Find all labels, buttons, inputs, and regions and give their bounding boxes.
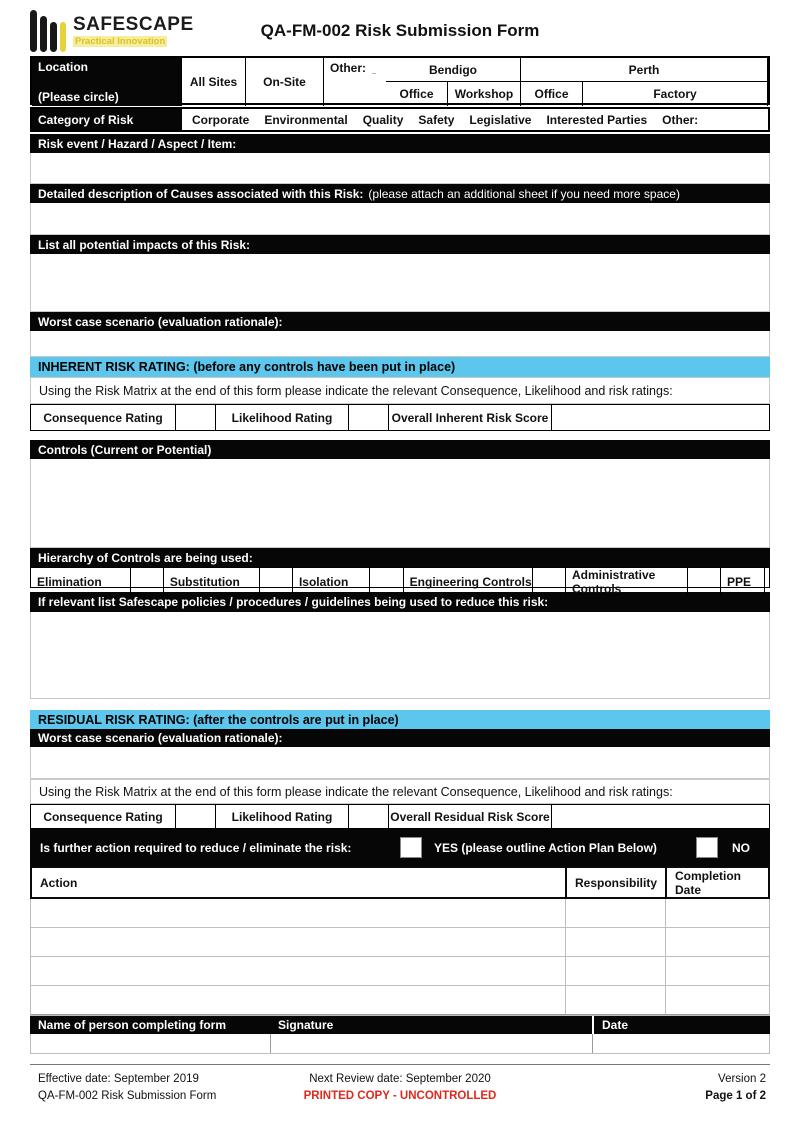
- signoff-row: [30, 1034, 770, 1054]
- location-other-input-line[interactable]: [372, 61, 376, 74]
- printed-copy-notice: PRINTED COPY - UNCONTROLLED: [303, 1089, 497, 1102]
- category-options: [182, 109, 768, 130]
- controls-input[interactable]: [30, 459, 770, 548]
- location-option-bendigo-office[interactable]: Office: [386, 82, 448, 106]
- logo-tagline: Practical Innovation: [75, 35, 166, 47]
- controls-header: Controls (Current or Potential): [30, 440, 770, 459]
- hierarchy-elimination-label: Elimination: [31, 568, 131, 596]
- risk-event-input[interactable]: [30, 153, 770, 184]
- category-option-environmental[interactable]: Environmental: [264, 112, 348, 127]
- yes-checkbox[interactable]: [400, 837, 422, 858]
- completion-date-cell[interactable]: [666, 899, 769, 927]
- completion-date-column-header: Completion Date: [675, 868, 741, 897]
- residual-worst-case-input[interactable]: [30, 747, 770, 779]
- hierarchy-engineering-label: Engineering Controls: [404, 568, 533, 596]
- effective-date: Effective date: September 2019: [38, 1072, 199, 1085]
- location-option-bendigo-workshop[interactable]: Workshop: [448, 82, 521, 106]
- inherent-overall-value-cell[interactable]: [552, 405, 769, 430]
- action-column-header: Action: [32, 868, 567, 897]
- action-cell[interactable]: [31, 957, 566, 985]
- completion-date-cell[interactable]: [666, 928, 769, 956]
- hierarchy-engineering-checkbox-cell[interactable]: [533, 568, 566, 596]
- inherent-rating-row: [30, 404, 770, 431]
- residual-rating-row: [30, 804, 770, 829]
- action-cell[interactable]: [31, 986, 566, 1014]
- logo-name: SAFESCAPE: [73, 13, 194, 35]
- policies-header: If relevant list Safescape policies / procedures / guidelines being used to reduce this risk:: [30, 592, 770, 612]
- hierarchy-row: [30, 567, 770, 596]
- page-number: Page 1 of 2: [705, 1089, 766, 1102]
- hierarchy-administrative-checkbox-cell[interactable]: [688, 568, 721, 596]
- signoff-header: [30, 1016, 770, 1034]
- policies-input[interactable]: [30, 612, 770, 699]
- name-input-cell[interactable]: [31, 1034, 271, 1053]
- location-label-cell: Location (Please circle): [32, 58, 182, 106]
- category-row: [30, 107, 770, 132]
- action-table-row: [31, 899, 769, 928]
- location-option-perth-factory[interactable]: Factory: [583, 82, 768, 106]
- category-option-interested-parties[interactable]: Interested Parties: [546, 112, 648, 127]
- hierarchy-isolation-label: Isolation: [293, 568, 370, 596]
- hierarchy-ppe-label: PPE: [721, 568, 765, 596]
- completion-date-cell[interactable]: [666, 957, 769, 985]
- version: Version 2: [718, 1072, 766, 1085]
- inherent-overall-label: Overall Inherent Risk Score: [389, 405, 552, 430]
- responsibility-cell[interactable]: [566, 957, 666, 985]
- category-option-quality[interactable]: Quality: [362, 112, 404, 127]
- category-option-safety[interactable]: Safety: [418, 112, 455, 127]
- next-review-date: Next Review date: September 2020: [309, 1072, 491, 1085]
- category-option-legislative[interactable]: Legislative: [469, 112, 532, 127]
- action-table-body: [30, 899, 770, 1016]
- hierarchy-substitution-checkbox-cell[interactable]: [260, 568, 293, 596]
- location-group-bendigo[interactable]: Bendigo: [386, 58, 521, 82]
- impacts-header: List all potential impacts of this Risk:: [30, 235, 770, 254]
- hierarchy-administrative-label: Administrative Controls: [566, 568, 688, 596]
- action-table-row: [31, 928, 769, 957]
- form-header: [30, 6, 770, 56]
- yes-label: YES (please outline Action Plan Below): [434, 840, 657, 855]
- inherent-worst-case-header: Worst case scenario (evaluation rationale):: [30, 312, 770, 331]
- risk-event-header: Risk event / Hazard / Aspect / Item:: [30, 134, 770, 153]
- residual-overall-value-cell[interactable]: [552, 805, 769, 828]
- footer-doc-name: QA-FM-002 Risk Submission Form: [38, 1089, 217, 1102]
- further-action-question: Is further action required to reduce / eliminate the risk:: [40, 840, 352, 855]
- location-group-perth[interactable]: Perth: [521, 58, 768, 82]
- category-option-other[interactable]: Other:: [662, 112, 699, 127]
- residual-consequence-label: Consequence Rating: [31, 805, 176, 828]
- location-table: [30, 56, 770, 105]
- further-action-row: [30, 829, 770, 866]
- residual-matrix-note: Using the Risk Matrix at the end of this form please indicate the relevant Consequence, Likelihood and risk ratings:: [30, 779, 770, 804]
- responsibility-column-header: Responsibility: [567, 868, 667, 897]
- residual-likelihood-value-cell[interactable]: [349, 805, 389, 828]
- responsibility-cell[interactable]: [566, 899, 666, 927]
- impacts-input[interactable]: [30, 254, 770, 312]
- residual-overall-label: Overall Residual Risk Score: [389, 805, 552, 828]
- hierarchy-ppe-checkbox-cell[interactable]: [765, 568, 771, 596]
- residual-consequence-value-cell[interactable]: [176, 805, 216, 828]
- no-checkbox[interactable]: [696, 837, 718, 858]
- action-table-row: [31, 986, 769, 1015]
- category-option-corporate[interactable]: Corporate: [192, 112, 250, 127]
- location-option-perth-office[interactable]: Office: [521, 82, 583, 106]
- page-title: QA-FM-002 Risk Submission Form: [260, 21, 540, 40]
- inherent-worst-case-input[interactable]: [30, 331, 770, 357]
- action-table-header: [30, 866, 770, 899]
- causes-input[interactable]: [30, 203, 770, 235]
- responsibility-cell[interactable]: [566, 928, 666, 956]
- responsibility-cell[interactable]: [566, 986, 666, 1014]
- action-table-row: [31, 957, 769, 986]
- residual-likelihood-label: Likelihood Rating: [216, 805, 349, 828]
- action-cell[interactable]: [31, 899, 566, 927]
- completion-date-cell[interactable]: [666, 986, 769, 1014]
- date-input-cell[interactable]: [593, 1034, 769, 1053]
- inherent-likelihood-value-cell[interactable]: [349, 405, 389, 430]
- location-option-all-sites[interactable]: All Sites: [182, 58, 246, 106]
- location-option-on-site[interactable]: On-Site: [246, 58, 324, 106]
- residual-worst-case-header: Worst case scenario (evaluation rationale):: [30, 729, 770, 747]
- signature-label: Signature: [278, 1018, 334, 1032]
- residual-risk-rating-header: RESIDUAL RISK RATING: (after the controls are put in place): [30, 710, 770, 729]
- location-other-cell[interactable]: Other:: [324, 58, 386, 106]
- inherent-matrix-note: Using the Risk Matrix at the end of this form please indicate the relevant Consequence, Likelihood and risk ratings:: [30, 377, 770, 404]
- page-footer: [30, 1064, 770, 1104]
- signature-input-cell[interactable]: [271, 1034, 593, 1053]
- causes-header: Detailed description of Causes associated with this Risk: (please attach an additional sheet if you need more space): [30, 184, 770, 203]
- hierarchy-elimination-checkbox-cell[interactable]: [131, 568, 164, 596]
- hierarchy-substitution-label: Substitution: [164, 568, 260, 596]
- hierarchy-header: Hierarchy of Controls are being used:: [30, 548, 770, 567]
- inherent-risk-rating-header: INHERENT RISK RATING: (before any controls have been put in place): [30, 357, 770, 377]
- action-cell[interactable]: [31, 928, 566, 956]
- no-label: NO: [732, 840, 750, 855]
- category-label-cell: Category of Risk: [32, 109, 182, 130]
- hierarchy-isolation-checkbox-cell[interactable]: [370, 568, 403, 596]
- inherent-consequence-label: Consequence Rating: [31, 405, 176, 430]
- inherent-consequence-value-cell[interactable]: [176, 405, 216, 430]
- name-label: Name of person completing form: [38, 1018, 227, 1032]
- date-label: Date: [592, 1016, 770, 1034]
- inherent-likelihood-label: Likelihood Rating: [216, 405, 349, 430]
